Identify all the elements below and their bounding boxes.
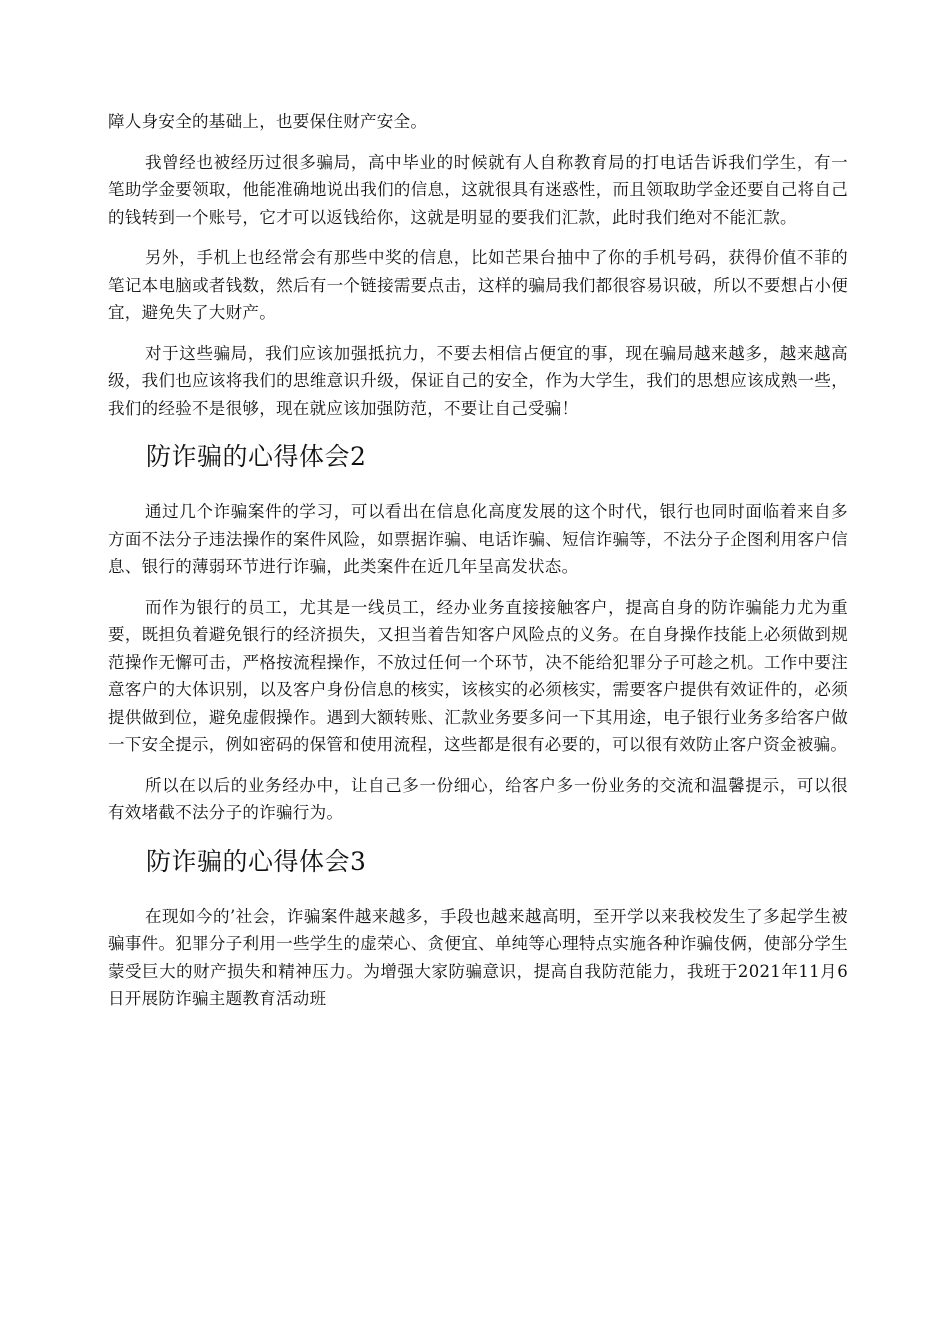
paragraph-resistance: 对于这些骗局，我们应该加强抵抗力，不要去相信占便宜的事，现在骗局越来越多，越来越高级，我们也应该将我们的思维意识升级，保证自己的安全，作为大学生，我们的思想应该成熟一些，我们的经验不是很够，现在就应该加强防范，不要让自己受骗！ xyxy=(108,343,848,418)
section-heading-3: 防诈骗的心得体会3 xyxy=(146,846,367,876)
paragraph-bank-cases: 通过几个诈骗案件的学习，可以看出在信息化高度发展的这个时代，银行也同时面临着来自多方面不法分子违法操作的案件风险，如票据诈骗、电话诈骗、短信诈骗等，不法分子企图利用客户信息、银行的薄弱环节进行诈骗，此类案件在近几年呈高发状态。 xyxy=(108,502,848,576)
paragraph-intro-end: 障人身安全的基础上，也要保住财产安全。 xyxy=(108,112,428,131)
document-page xyxy=(108,108,848,1026)
paragraph-scam-experience: 我曾经也被经历过很多骗局，高中毕业的时候就有人自称教育局的打电话告诉我们学生，有一笔助学金要领取，他能准确地说出我们的信息，这就很具有迷惑性，而且领取助学金还要自己将自己的钱转到一个账号，它才可以返钱给你，这就是明显的要我们汇款，此时我们绝对不能汇款。 xyxy=(108,152,848,227)
paragraph-school-cases: 在现如今的’社会，诈骗案件越来越多，手段也越来越高明，至开学以来我校发生了多起学生被骗事件。犯罪分子利用一些学生的虚荣心、贪便宜、单纯等心理特点实施各种诈骗伎俩，使部分学生蒙受巨大的财产损失和精神压力。为增强大家防骗意识，提高自我防范能力，我班于2021年11月6日开展防诈骗主题教育活动班 xyxy=(108,906,848,1008)
section-heading-2: 防诈骗的心得体会2 xyxy=(146,442,367,471)
paragraph-bank-conclusion: 所以在以后的业务经办中，让自己多一份细心，给客户多一份业务的交流和温馨提示，可以很有效堵截不法分子的诈骗行为。 xyxy=(108,775,848,822)
paragraph-bank-staff: 而作为银行的员工，尤其是一线员工，经办业务直接接触客户，提高自身的防诈骗能力尤为重要，既担负着避免银行的经济损失，又担当着告知客户风险点的义务。在自身操作技能上必须做到规范操作无懈可击，严格按流程操作，不放过任何一个环节，决不能给犯罪分子可趁之机。工作中要注意客户的大体识别，以及客户身份信息的核实，该核实的必须核实，需要客户提供有效证件的，必须提供做到位，避免虚假操作。遇到大额转账、汇款业务要多问一下其用途，电子银行业务多给客户做一下安全提示，例如密码的保管和使用流程，这些都是很有必要的，可以很有效防止客户资金被骗。 xyxy=(108,597,848,754)
paragraph-prize-scam: 另外，手机上也经常会有那些中奖的信息，比如芒果台抽中了你的手机号码，获得价值不菲的笔记本电脑或者钱数，然后有一个链接需要点击，这样的骗局我们都很容易识破，所以不要想占小便宜，避免失了大财产。 xyxy=(108,248,848,322)
